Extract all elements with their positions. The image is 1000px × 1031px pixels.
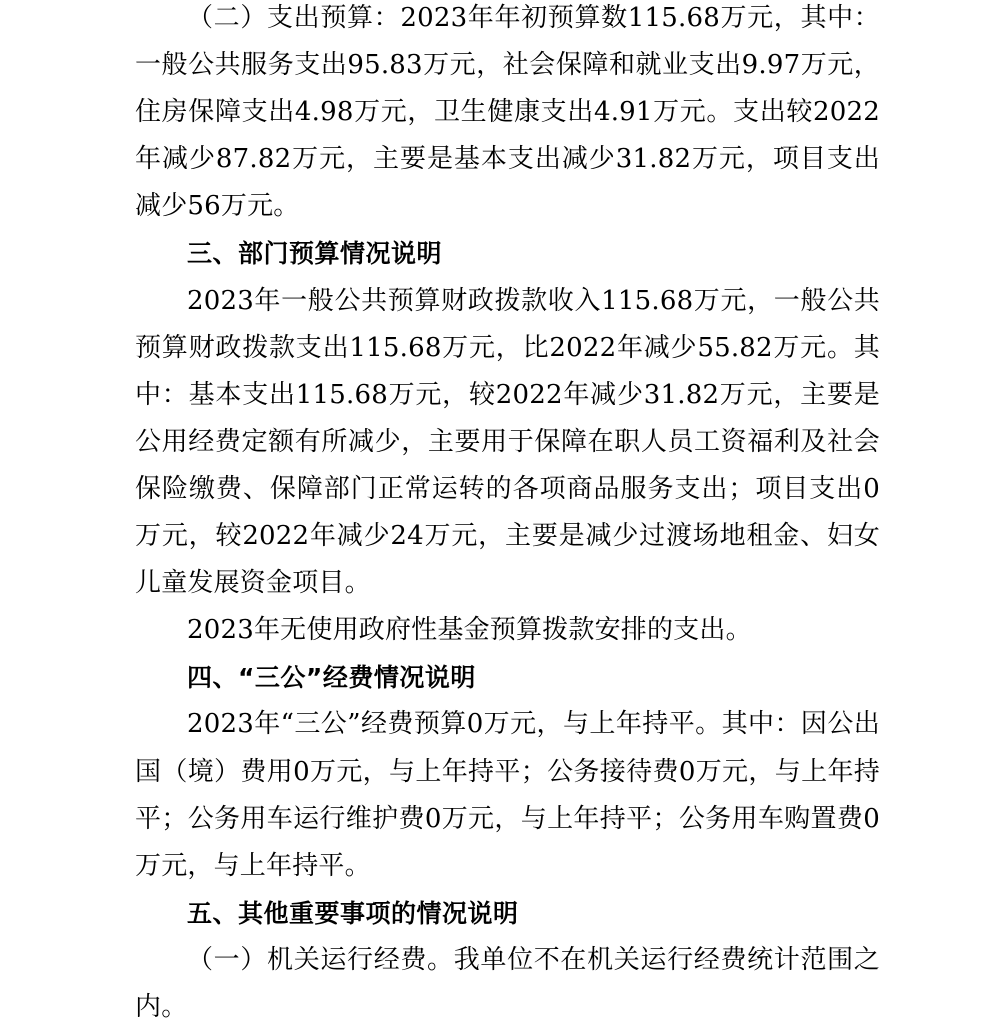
heading-three-public-expenses: 四、“三公”经费情况说明 [187, 663, 476, 693]
heading-department-budget: 三、部门预算情况说明 [187, 239, 443, 269]
paragraph-general-public-budget: 2023年一般公共预算财政拨款收入115.68万元，一般公共预算财政拨款支出115.68万元，比2022年减少55.82万元。其中：基本支出115.68万元，较2022年减少31.82万元，主要是公用经费定额有所减少，主要用于保障在职人员工资福利及社会保险缴费、保障部门正常运转的各项商品服务支出；项目支出0万元，较2022年减少24万元，主要是减少过渡场地租金、妇女儿童发展资金项目。 [135, 285, 880, 599]
paragraph-three-public-expenses: 2023年“三公”经费预算0万元，与上年持平。其中：因公出国（境）费用0万元，与上年持平；公务接待费0万元，与上年持平；公务用车运行维护费0万元，与上年持平；公务用车购置费0万元，与上年持平。 [135, 709, 880, 881]
document-page [135, 0, 880, 1031]
paragraph-expenditure-budget: （二）支出预算：2023年年初预算数115.68万元，其中：一般公共服务支出95.83万元，社会保障和就业支出9.97万元，住房保障支出4.98万元，卫生健康支出4.91万元。支出较2022年减少87.82万元，主要是基本支出减少31.82万元，项目支出减少56万元。 [135, 3, 880, 222]
paragraph-operating-expenses: （一）机关运行经费。我单位不在机关运行经费统计范围之内。 [135, 944, 880, 1022]
heading-other-matters: 五、其他重要事项的情况说明 [187, 898, 519, 928]
paragraph-government-fund: 2023年无使用政府性基金预算拨款安排的支出。 [187, 615, 752, 646]
